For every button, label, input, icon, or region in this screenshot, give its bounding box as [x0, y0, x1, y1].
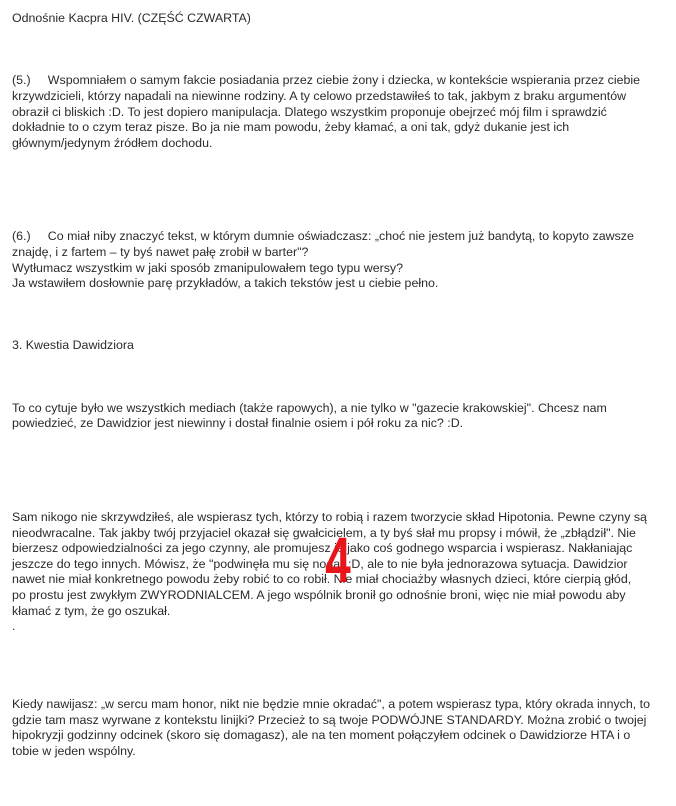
paragraph-line: nawet nie miał konkretnego powodu żeby robić to co robił. Nie miał chociażby własnych dzieci, które cierpią głód,	[12, 572, 632, 587]
paragraph-line: hipokryzji godzinny odcinek (skoro się domagasz), ale na ten moment połączyłem odcinek o Dawidziorze HTA i o	[12, 728, 631, 743]
document-body	[12, 11, 668, 806]
paragraph-quote-media	[12, 370, 668, 464]
paragraph-line: Ja wstawiłem dosłownie parę przykładów, a takich tekstów jest u ciebie pełno.	[12, 276, 439, 291]
paragraph-line: (6.) Co miał niby znaczyć tekst, w którym dumnie oświadczasz: „choć nie jestem już bandytą, to kopyto zawsze	[12, 229, 634, 244]
paragraph-line: obraził ci bliskich :D. To jest dopiero manipulacja. Dlatego wszystkim proponuje obejrzeć mój film i sprawdzić	[12, 104, 607, 119]
document-title: Odnośnie Kacpra HIV. (CZĘŚĆ CZWARTA)	[12, 11, 251, 25]
paragraph-line: bierzesz odpowiedzialności za jego czynny, ale promujesz je jako coś godnego wsparcia i wspierasz. Nakłaniając	[12, 541, 633, 556]
paragraph-line: .	[12, 619, 16, 634]
paragraph-line: powiedzieć, ze Dawidzior jest niewinny i dostał finalnie osiem i pół roku za nic? :D.	[12, 416, 464, 431]
page-number: 4	[325, 524, 351, 596]
paragraph-line: (5.) Wspomniałem o samym fakcie posiadania przez ciebie żony i dziecka, w kontekście wspierania przez ciebie	[12, 73, 641, 88]
paragraph-double-standards	[12, 666, 668, 791]
paragraph-line: krzywdzicieli, którzy napadali na niewinne rodziny. A ty celowo przedstawiłeś to tak, jakbym z braku argumentów	[12, 88, 627, 103]
paragraph-line: Sam nikogo nie skrzywdziłeś, ale wspierasz tych, którzy to robią i razem tworzycie skład Hipotonia. Pewne czyny są	[12, 510, 647, 524]
paragraph-line: Kiedy nawijasz: „w sercu mam honor, nikt nie będzie mnie okradać", a potem wspierasz typa, który okrada innych, to	[12, 697, 650, 712]
paragraph-line: gdzie tam masz wyrwane z kontekstu linijki? Przecież to są twoje PODWÓJNE STANDARDY. Można zrobić o twojej	[12, 712, 647, 727]
paragraph-line: znajdę, i z fartem – ty byś nawet pałę zrobił w barter"?	[12, 244, 309, 259]
paragraph-line: po prostu jest zwykłym ZWYRODNIALCEM. A jego wspólnik bronił go odnośnie broni, więc nie miał powodu aby	[12, 587, 626, 602]
paragraph-line: To co cytuje było we wszystkich mediach (także rapowych), a nie tylko w "gazecie krakowskiej". Chcesz nam	[12, 400, 607, 415]
paragraph-line: Wytłumacz wszystkim w jaki sposób zmanipulowałem tego typu wersy?	[12, 260, 404, 275]
paragraph-line: kłamać z tym, że go oszukał.	[12, 603, 171, 618]
paragraph-line: dokładnie to o czym teraz pisze. Bo ja nie mam powodu, żeby kłamać, a oni tak, gdyż dukanie jest ich	[12, 120, 570, 135]
paragraph-line: nieodwracalne. Tak jakby twój przyjaciel okazał się gwałcicielem, a ty byś słał mu propsy i mówił, że „zbłądził". Nie	[12, 525, 636, 540]
paragraph-5	[12, 42, 668, 182]
paragraph-6	[12, 198, 668, 323]
paragraph-line: jeszcze do tego innych. Mówisz, że "podwinęła mu się noga" :D, ale to nie była jednorazowa sytuacja. Dawidzior	[12, 556, 628, 571]
paragraph-line: głównym/jedynym źródłem dochodu.	[12, 135, 213, 150]
section-heading-3: 3. Kwestia Dawidziora	[12, 338, 134, 353]
paragraph-line: tobie w jeden wspólny.	[12, 743, 136, 758]
